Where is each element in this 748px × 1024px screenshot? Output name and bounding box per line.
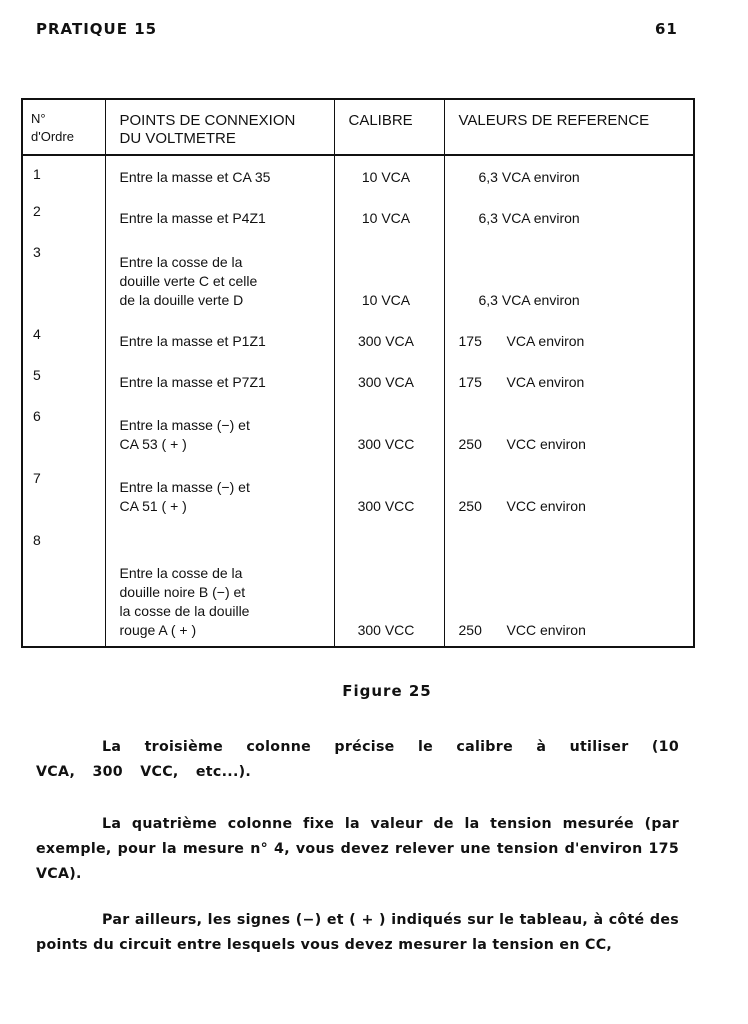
- table-row: [22, 316, 694, 357]
- row-number: 5: [22, 357, 105, 398]
- table-row: [22, 522, 694, 647]
- table-row: [22, 398, 694, 460]
- row-number: 7: [22, 460, 105, 522]
- header-order-line2: d'Ordre: [31, 129, 74, 144]
- connection-point: Entre la masse et CA 35: [105, 155, 334, 193]
- running-header: PRATIQUE 15: [36, 20, 158, 38]
- calibre-cell: 300 VCC: [334, 398, 444, 460]
- calibre-cell: 10 VCA: [334, 193, 444, 234]
- reference-value: 6,3 VCA environ: [444, 234, 694, 316]
- header-points-line1: POINTS DE CONNEXION: [119, 112, 296, 129]
- header-reference: VALEURS DE REFERENCE: [444, 99, 694, 155]
- row-number: 3: [22, 234, 105, 316]
- table-row: [22, 357, 694, 398]
- table-row: [22, 460, 694, 522]
- row-number: 6: [22, 398, 105, 460]
- connection-point: Entre la cosse de la douille verte C et celle de la douille verte D: [105, 234, 334, 316]
- reference-value: 175 VCA environ: [444, 357, 694, 398]
- reference-value: 250 VCC environ: [444, 460, 694, 522]
- calibre-cell: 300 VCC: [334, 460, 444, 522]
- figure-caption: Figure 25: [342, 682, 432, 700]
- connection-point: Entre la masse (−) et CA 53 ( + ): [105, 398, 334, 460]
- calibre-cell: 300 VCA: [334, 316, 444, 357]
- reference-value: 6,3 VCA environ: [444, 155, 694, 193]
- row-number: 4: [22, 316, 105, 357]
- connection-point: Entre la masse et P1Z1: [105, 316, 334, 357]
- page-number: 61: [655, 20, 678, 38]
- reference-value: 250 VCC environ: [444, 522, 694, 647]
- header-points: [105, 99, 334, 155]
- table-row: [22, 193, 694, 234]
- calibre-cell: 300 VCC: [334, 522, 444, 647]
- calibre-cell: 10 VCA: [334, 155, 444, 193]
- row-number: 8: [22, 522, 105, 647]
- connection-point: Entre la cosse de la douille noire B (−) et la cosse de la douille rouge A ( + ): [105, 522, 334, 647]
- connection-point: Entre la masse (−) et CA 51 ( + ): [105, 460, 334, 522]
- paragraph: La troisième colonne précise le calibre à utiliser (10 VCA, 300 VCC, etc...).: [36, 739, 679, 780]
- header-points-line2: DU VOLTMETRE: [119, 130, 236, 147]
- table-row: [22, 234, 694, 316]
- paragraph: Par ailleurs, les signes (−) et ( + ) indiqués sur le tableau, à côté des points du circuit entre lesquels vous devez mesurer la tension en CC,: [36, 912, 679, 953]
- calibre-cell: 10 VCA: [334, 234, 444, 316]
- reference-value: 6,3 VCA environ: [444, 193, 694, 234]
- header-order: [22, 99, 105, 155]
- connection-point: Entre la masse et P4Z1: [105, 193, 334, 234]
- reference-values-table: [21, 98, 695, 648]
- table-header-row: [22, 99, 694, 155]
- paragraph: La quatrième colonne fixe la valeur de la tension mesurée (par exemple, pour la mesure n° 4, vous devez relever une tension d'environ 175 VCA).: [36, 816, 679, 882]
- reference-value: 250 VCC environ: [444, 398, 694, 460]
- connection-point: Entre la masse et P7Z1: [105, 357, 334, 398]
- header-calibre: CALIBRE: [334, 99, 444, 155]
- row-number: 2: [22, 193, 105, 234]
- calibre-cell: 300 VCA: [334, 357, 444, 398]
- table-row: [22, 155, 694, 193]
- row-number: 1: [22, 155, 105, 193]
- reference-value: 175 VCA environ: [444, 316, 694, 357]
- header-order-line1: N°: [31, 111, 46, 126]
